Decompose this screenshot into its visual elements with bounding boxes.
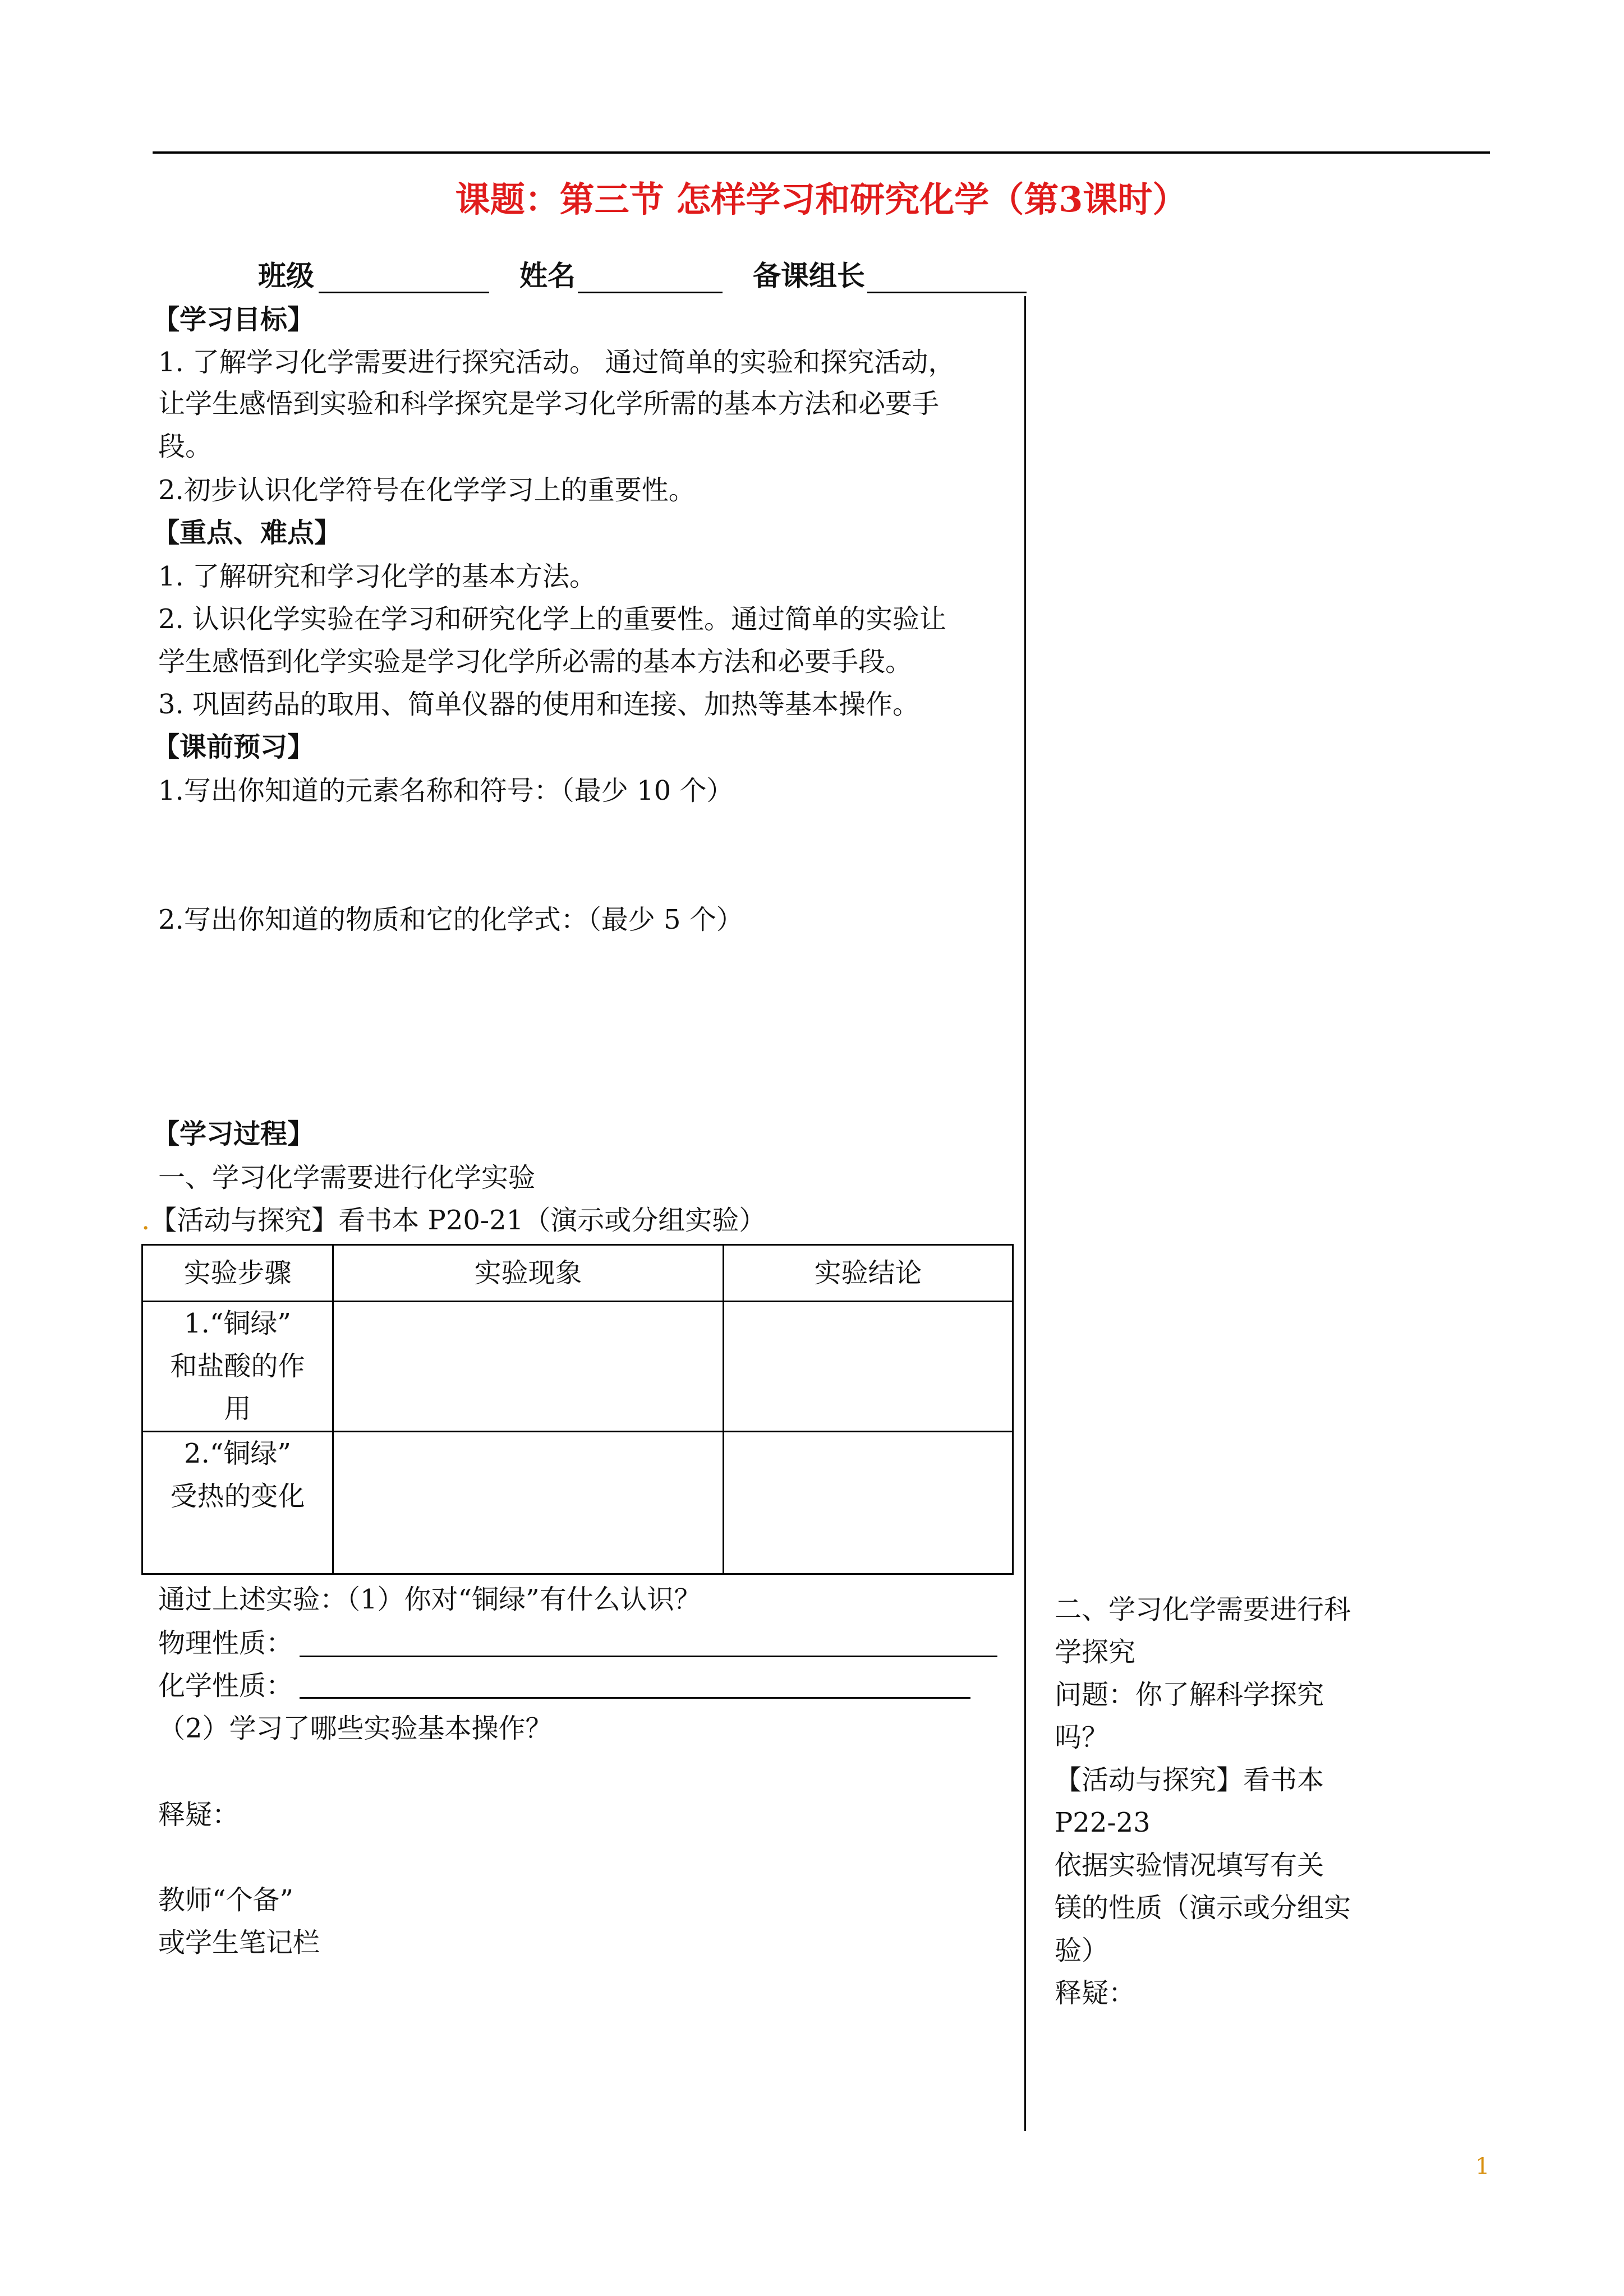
phenomenon-cell[interactable] xyxy=(333,1432,724,1574)
objectives-line: 段。 xyxy=(158,431,213,462)
step-text: 用 xyxy=(224,1393,251,1424)
sidebar-line: 问题：你了解科学探究 xyxy=(1055,1679,1324,1711)
page-title: 课题：第三节 怎样学习和研究化学（第3课时） xyxy=(455,179,1188,220)
table-row xyxy=(142,1432,1013,1574)
sidebar-line: 依据实验情况填写有关 xyxy=(1055,1850,1324,1881)
physical-answer-line[interactable] xyxy=(300,1653,997,1657)
name-blank[interactable] xyxy=(578,289,723,293)
preview-heading: 【课前预习】 xyxy=(153,731,315,763)
header-phenomenon: 实验现象 xyxy=(333,1245,724,1302)
class-label: 班级 xyxy=(258,259,314,292)
keypoints-line: 3. 巩固药品的取用、简单仪器的使用和连接、加热等基本操作。 xyxy=(158,689,920,720)
sidebar-line: 学探究 xyxy=(1055,1636,1136,1668)
leader-blank[interactable] xyxy=(867,289,1027,293)
step-cell xyxy=(142,1302,333,1432)
table-header-row xyxy=(142,1245,1013,1302)
notes-label-1: 教师“个备” xyxy=(158,1884,294,1916)
activity-line xyxy=(141,1204,766,1237)
step-cell xyxy=(142,1432,333,1574)
top-rule xyxy=(153,151,1490,154)
sidebar-line: 二、学习化学需要进行科 xyxy=(1055,1594,1351,1625)
sidebar-line: 吗？ xyxy=(1055,1722,1109,1753)
table-row xyxy=(142,1302,1013,1432)
preview-question-2: 2.写出你知道的物质和它的化学式：（最少 5 个） xyxy=(158,904,743,935)
question-1: 通过上述实验：（1）你对“铜绿”有什么认识？ xyxy=(158,1584,701,1615)
class-blank[interactable] xyxy=(319,289,489,293)
notes-label-2: 或学生笔记栏 xyxy=(158,1927,320,1958)
keypoints-line: 学生感悟到化学实验是学习化学所必需的基本方法和必要手段。 xyxy=(158,646,913,677)
keypoints-line: 2. 认识化学实验在学习和研究化学上的重要性。通过简单的实验让 xyxy=(158,603,947,635)
objectives-line: 2.初步认识化学符号在化学学习上的重要性。 xyxy=(158,474,696,506)
header-conclusion: 实验结论 xyxy=(724,1245,1013,1302)
question-2: （2）学习了哪些实验基本操作？ xyxy=(158,1713,553,1744)
experiment-table xyxy=(141,1244,1014,1575)
step-text: 1.“铜绿” xyxy=(184,1308,291,1339)
sidebar-line: P22-23 xyxy=(1055,1807,1151,1838)
sidebar-line: 验） xyxy=(1055,1935,1109,1966)
page-number: 1 xyxy=(1475,2154,1490,2179)
step-text: 和盐酸的作 xyxy=(170,1350,305,1382)
section-1-heading: 一、学习化学需要进行化学实验 xyxy=(158,1162,536,1193)
process-heading: 【学习过程】 xyxy=(153,1118,315,1150)
leader-label: 备课组长 xyxy=(753,259,865,292)
column-divider xyxy=(1024,296,1026,2131)
keypoints-heading: 【重点、难点】 xyxy=(153,517,342,548)
sidebar-line: 镁的性质（演示或分组实 xyxy=(1055,1892,1351,1924)
chemical-label: 化学性质： xyxy=(158,1670,293,1702)
objectives-line: 1. 了解学习化学需要进行探究活动。 通过简单的实验和探究活动， xyxy=(158,347,955,378)
marker-dot: . xyxy=(141,1205,150,1236)
objectives-heading: 【学习目标】 xyxy=(153,304,315,335)
activity-text: 【活动与探究】看书本 P20-21（演示或分组实验） xyxy=(150,1205,766,1236)
conclusion-cell[interactable] xyxy=(724,1432,1013,1574)
step-text: 2.“铜绿” xyxy=(184,1438,291,1469)
phenomenon-cell[interactable] xyxy=(333,1302,724,1432)
preview-question-1: 1.写出你知道的元素名称和符号：（最少 10 个） xyxy=(158,775,734,806)
keypoints-line: 1. 了解研究和学习化学的基本方法。 xyxy=(158,561,597,592)
physical-label: 物理性质： xyxy=(158,1628,293,1659)
sidebar-line: 【活动与探究】看书本 xyxy=(1055,1764,1324,1796)
chemical-answer-line[interactable] xyxy=(300,1695,970,1699)
objectives-line: 让学生感悟到实验和科学探究是学习化学所需的基本方法和必要手 xyxy=(158,388,940,419)
name-label: 姓名 xyxy=(519,259,576,292)
sidebar-line: 释疑： xyxy=(1055,1977,1136,2009)
conclusion-cell[interactable] xyxy=(724,1302,1013,1432)
header-step: 实验步骤 xyxy=(142,1245,333,1302)
step-text: 受热的变化 xyxy=(170,1481,305,1512)
explain-label: 释疑： xyxy=(158,1799,240,1831)
